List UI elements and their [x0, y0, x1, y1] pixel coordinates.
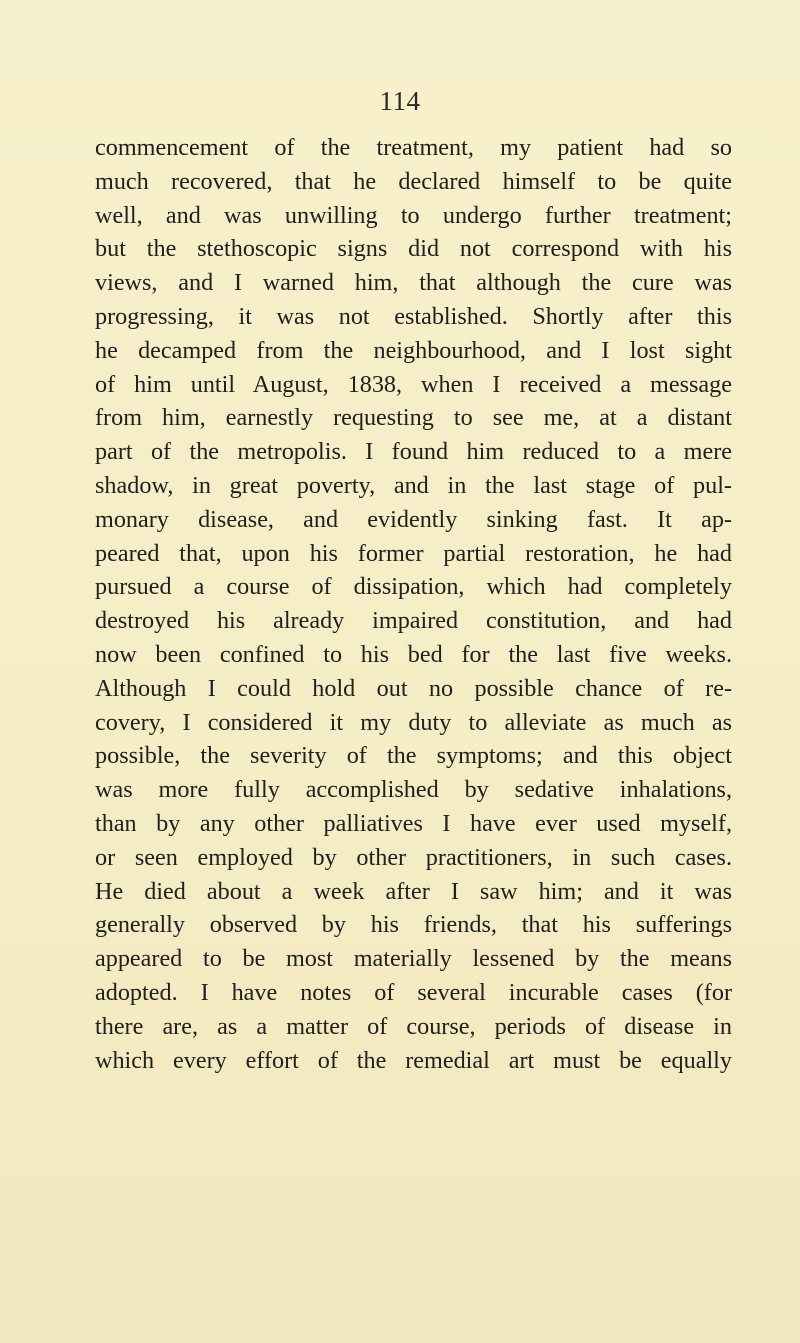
text-line: progressing, it was not established. Shortly after this	[95, 302, 732, 330]
body-text	[95, 131, 732, 1077]
text-line: which every effort of the remedial art must be equally	[95, 1046, 732, 1074]
text-line: he decamped from the neighbourhood, and I lost sight	[95, 336, 732, 364]
text-line: views, and I warned him, that although the cure was	[95, 269, 732, 297]
text-line: of him until August, 1838, when I received a message	[95, 370, 732, 398]
text-line: appeared to be most materially lessened by the means	[95, 945, 732, 973]
page-number: 114	[379, 86, 421, 116]
text-line: monary disease, and evidently sinking fast. It ap-	[95, 505, 732, 533]
text-line: much recovered, that he declared himself to be quite	[95, 167, 732, 195]
text-line: generally observed by his friends, that his sufferings	[95, 911, 732, 939]
text-line: than by any other palliatives I have ever used myself,	[95, 809, 732, 837]
text-line: shadow, in great poverty, and in the last stage of pul-	[95, 471, 732, 499]
text-line: or seen employed by other practitioners, in such cases.	[95, 843, 732, 871]
text-line: possible, the severity of the symptoms; and this object	[95, 742, 732, 770]
text-line: part of the metropolis. I found him reduced to a mere	[95, 438, 732, 466]
text-line: well, and was unwilling to undergo further treatment;	[95, 201, 732, 229]
text-line: covery, I considered it my duty to alleviate as much as	[95, 708, 732, 736]
text-line: there are, as a matter of course, periods of disease in	[95, 1012, 732, 1040]
text-line: now been confined to his bed for the last five weeks.	[95, 640, 732, 668]
text-line: Although I could hold out no possible chance of re-	[95, 674, 732, 702]
text-line: from him, earnestly requesting to see me, at a distant	[95, 404, 732, 432]
text-line: He died about a week after I saw him; and it was	[95, 877, 732, 905]
text-line: was more fully accomplished by sedative inhalations,	[95, 776, 732, 804]
text-line: adopted. I have notes of several incurable cases (for	[95, 978, 732, 1006]
text-line: commencement of the treatment, my patient had so	[95, 134, 732, 161]
text-line: peared that, upon his former partial restoration, he had	[95, 539, 732, 567]
text-line: destroyed his already impaired constitution, and had	[95, 607, 732, 635]
text-line: but the stethoscopic signs did not correspond with his	[95, 235, 732, 263]
text-line: pursued a course of dissipation, which had completely	[95, 573, 732, 601]
